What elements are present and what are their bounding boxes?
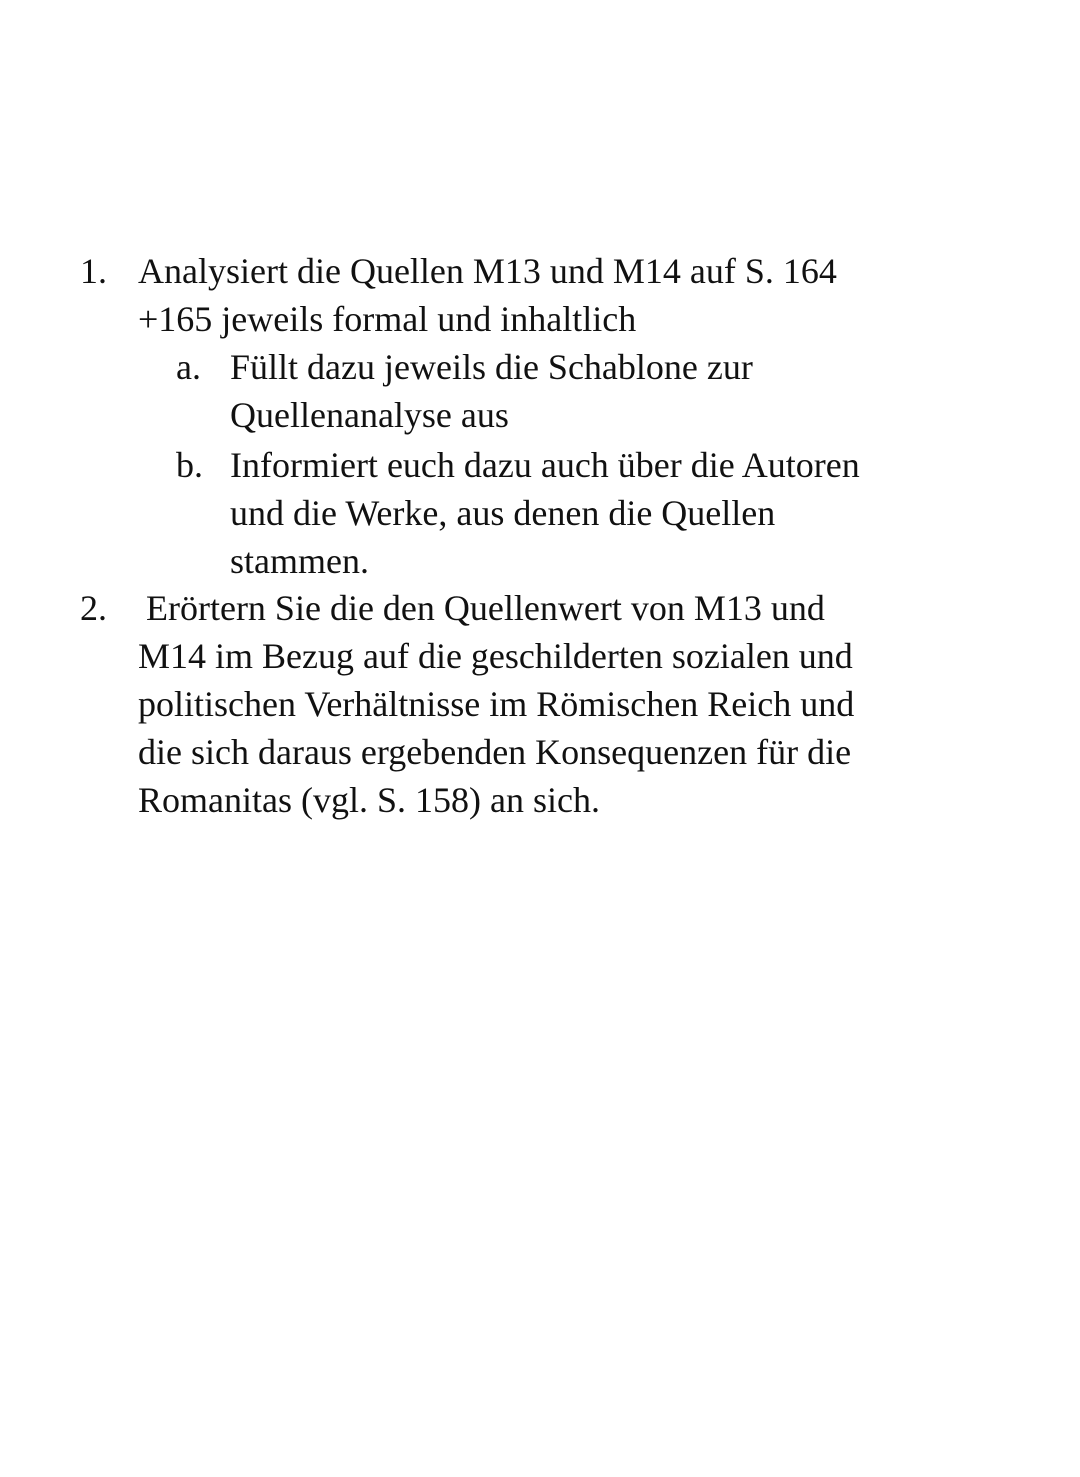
subtask-letter: a. <box>176 347 201 387</box>
subtask-letter: b. <box>176 445 203 485</box>
task-text-line: die sich daraus ergebenden Konsequenzen für die <box>138 732 852 772</box>
task-text-line: politischen Verhältnisse im Römischen Reich und <box>138 684 855 724</box>
subtask-text-line: stammen. <box>230 541 369 581</box>
subtask-text-line: und die Werke, aus denen die Quellen <box>230 493 776 533</box>
subtask-text-line: Quellenanalyse aus <box>230 395 509 435</box>
task-text-line: M14 im Bezug auf die geschilderten sozialen und <box>138 636 853 676</box>
task-text-line: Analysiert die Quellen M13 und M14 auf S. 164 <box>138 251 837 291</box>
task-text-line: Romanitas (vgl. S. 158) an sich. <box>138 780 600 820</box>
subtask-text-line: Informiert euch dazu auch über die Autoren <box>230 445 860 485</box>
task-text-line: +165 jeweils formal und inhaltlich <box>138 299 637 339</box>
task-text-line: Erörtern Sie die den Quellenwert von M13 und <box>146 588 825 628</box>
task-number: 1. <box>80 251 107 291</box>
task-number: 2. <box>80 588 107 628</box>
subtask-text-line: Füllt dazu jeweils die Schablone zur <box>230 347 753 387</box>
